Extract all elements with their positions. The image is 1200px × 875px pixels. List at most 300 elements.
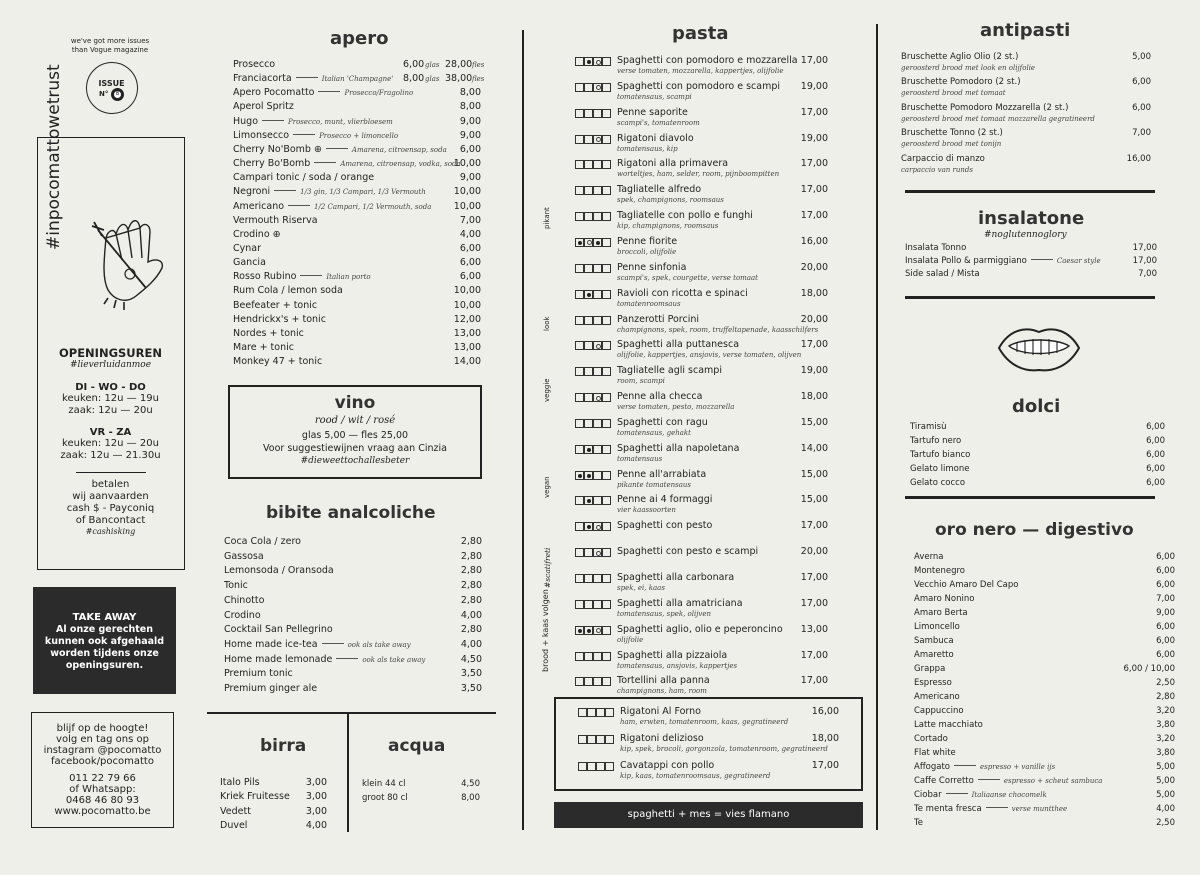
diet-marker-icon [593,445,602,454]
item-desc: 1/2 Campari, 1/2 Vermouth, soda [314,202,432,211]
diet-marker-icon [584,186,593,195]
item-name: Limoncello [914,622,960,632]
dash-separator [336,658,358,659]
pasta-name: Penne alla checca [617,391,703,403]
vino-box [228,385,482,479]
forno-price: 18,00 [811,733,839,744]
diet-marker-icon [602,652,611,661]
diet-marker-icon [593,83,602,92]
menu-item [910,436,961,446]
item-price: 9,00 [459,129,481,141]
item-desc: espresso + scheut sambuca [1003,777,1103,785]
diet-markers [575,548,611,557]
item-price: 2,80 [460,565,482,577]
item-name: Hendrickx's + tonic [233,313,326,325]
pasta-desc: tomatensaus, gehakt [617,428,691,437]
bottle-price: 28,00 [445,59,473,70]
item-price: 2,80 [460,624,482,636]
item-price: 2,80 [460,594,482,606]
takeaway-box [33,587,176,694]
item-name: Te menta fresca [914,804,982,814]
column-divider [522,30,524,830]
menu-item [914,650,954,660]
diet-marker-icon [575,600,584,609]
item-price: 5,00 [1156,790,1175,800]
menu-item [914,636,954,646]
menu-item [220,820,247,831]
menu-item [233,356,322,367]
item-price: 2,80 [460,580,482,592]
item-desc: Prosecco + limoncello [319,131,399,140]
item-price: 17,00 [1132,243,1157,253]
issue-word: ISSUE [98,79,125,88]
glass-unit: glas [425,61,440,69]
item-name: Tiramisù [910,422,947,432]
pasta-name: Spaghetti alla amatriciana [617,597,743,609]
menu-item [233,144,447,155]
divider [76,472,146,473]
contact-line: instagram @pocomatto [43,745,162,756]
pasta-name: Panzerotti Porcini [617,313,700,325]
pasta-name: Spaghetti alla carbonara [617,572,735,583]
diet-marker-icon [584,445,593,454]
legend-veggie: veggie [543,378,551,402]
pay-line: betalen [91,479,130,490]
pasta-name: Penne saporite [617,106,688,118]
menu-item [233,87,413,98]
menu-item [914,608,968,618]
item-name: Aperol Spritz [233,101,294,113]
item-name: Cherry No'Bomb ⊕ [233,143,322,155]
takeaway-line: kunnen ook afgehaald [44,636,165,647]
diet-marker-icon [602,548,611,557]
pasta-name: Spaghetti con pomodoro e mozzarella [617,55,798,66]
pasta-desc: scampi's, spek, courgette, verse tomaat [617,273,758,282]
vino-title: vino [334,393,376,413]
menu-item [233,285,343,296]
days-2: VR - ZA [89,427,132,438]
pasta-price: 17,00 [800,572,828,583]
diet-marker-icon [584,652,593,661]
diet-marker-icon [575,574,584,583]
item-name: Italo Pils [220,777,260,788]
item-name: Gelato limone [910,463,970,474]
diet-marker-icon [596,762,605,771]
menu-item [914,580,1018,590]
pasta-price: 17,00 [800,597,828,609]
item-price: 6,00 [1156,622,1175,632]
diet-marker-icon [602,264,611,273]
item-price: 4,00 [459,228,481,240]
hours-title: OPENINGSUREN [59,346,162,360]
menu-item [233,73,393,84]
diet-marker-icon [605,708,614,717]
pasta-desc: room, scampi [617,377,665,386]
item-name: Tartufo bianco [910,449,971,460]
pasta-desc: tomatensaus, ansjovis, kappertjes [617,661,738,670]
item-name: Vecchio Amaro Del Capo [914,580,1019,590]
menu-item [233,172,374,183]
menu-item [910,464,969,474]
diet-markers [575,522,611,531]
forno-price: 17,00 [811,760,839,771]
pasta-desc: olijfolie [617,635,644,644]
menu-item [914,622,960,632]
lips-illustration-icon [995,322,1083,374]
item-name: Montenegro [914,566,966,576]
item-name: Caffe Corretto [914,776,974,786]
pasta-name: Penne fiorite [617,235,678,247]
item-price: 9,00 [459,172,481,184]
diet-marker-icon [602,212,611,221]
contact-box [31,712,174,828]
diet-marker-icon [602,600,611,609]
item-price: 6,00 [459,271,481,283]
diet-marker-icon [575,316,584,325]
diet-marker-icon [602,419,611,428]
diet-marker-icon [584,160,593,169]
pasta-price: 13,00 [800,623,828,635]
diet-marker-icon [584,419,593,428]
pasta-price: 17,00 [800,210,828,222]
item-name: Affogato [914,762,951,772]
diet-markers [578,735,614,744]
pasta-desc: tomatensaus, spek, olijven [617,609,711,618]
item-price: 3,50 [460,683,482,694]
bottle-unit: fles [472,75,485,84]
diet-marker-icon [596,708,605,717]
menu-item [224,624,333,635]
item-price: 6,00 [1156,552,1175,562]
menu-item [224,610,261,621]
diet-marker-icon [602,445,611,454]
item-price: 3,50 [460,668,482,680]
hand-illustration-icon [86,200,176,310]
pasta-price: 19,00 [800,80,828,92]
pay-hashtag: #cashisking [85,527,136,536]
diet-marker-icon [602,574,611,583]
diet-marker-icon [605,762,614,771]
dash-separator [262,120,284,121]
diet-marker-icon [593,652,602,661]
pasta-price: 14,00 [800,442,828,454]
item-desc: Italian 'Champagne' [321,75,394,84]
forno-desc: kip, kaas, tomatenroomsaus, gegratineerd [620,772,771,780]
diet-marker-icon [584,677,593,686]
diet-markers [575,419,611,428]
item-name: Hugo [233,115,259,127]
legend-bread-cheese: brood + kaas volgen [541,589,550,672]
diet-markers [575,600,611,609]
diet-marker-icon [602,238,611,247]
diet-marker-icon [593,238,602,247]
diet-marker-icon [584,393,593,402]
diet-marker-icon [602,626,611,635]
diet-marker-icon [584,264,593,273]
item-name: Home made ice-tea [224,638,318,650]
menu-item [914,664,945,674]
antipasti-title: antipasti [980,20,1071,41]
menu-item [905,269,980,279]
dash-separator [978,779,1000,780]
diet-marker-icon [596,735,605,744]
pasta-name: Tortellini alla panna [617,675,710,687]
insalatone-hashtag: #noglutennoglory [984,230,1067,240]
item-price: 12,00 [453,313,481,325]
item-name: Apero Pocomatto [233,87,315,99]
menu-item [914,804,1067,814]
diet-marker-icon [602,471,611,480]
menu-item [233,186,426,197]
item-price: 6,00 [459,242,481,254]
menu-item [233,243,261,254]
item-name: Negroni [233,186,271,198]
menu-item [233,257,266,268]
pasta-name: Spaghetti alla pizzaiola [617,649,728,661]
pasta-name: Tagliatelle agli scampi [617,365,722,377]
digestivo-title: oro nero — digestivo [935,520,1134,540]
diet-marker-icon [584,600,593,609]
item-price: 4,00 [1156,804,1175,814]
item-price: 6,00 [1156,566,1175,576]
item-price: 3,20 [1156,734,1175,744]
diet-marker-icon [593,341,602,350]
diet-marker-icon [578,735,587,744]
antipasti-desc: geroosterd brood met tomaat mozzarella gegratineerd [901,114,1095,123]
pasta-price: 20,00 [800,546,828,558]
pasta-name: Penne ai 4 formaggi [617,494,713,506]
diet-marker-icon [575,445,584,454]
hours-hashtag: #lieverluidanmoe [69,360,152,370]
item-price: 5,00 [1156,762,1175,772]
diet-marker-icon [575,548,584,557]
diet-marker-icon [593,393,602,402]
pasta-price: 17,00 [800,520,828,532]
item-price: 6,00 [1146,463,1165,474]
acqua-title: acqua [388,736,446,756]
pasta-name: Rigatoni alla primavera [617,158,729,170]
menu-item [233,215,318,226]
pasta-desc: champignons, spek, room, truffeltapenade, kaasschilfers [617,325,819,334]
item-price: 6,00 [1156,650,1175,660]
diet-marker-icon [602,290,611,299]
pasta-price: 20,00 [800,313,828,325]
item-name: Latte macchiato [914,720,983,730]
diet-marker-icon [593,264,602,273]
diet-marker-icon [575,496,584,505]
item-price: 6,00 [1156,580,1175,590]
menu-item [910,450,970,460]
diet-marker-icon [593,109,602,118]
pasta-desc: tomatensaus, scampi [617,92,692,101]
diet-marker-icon [602,57,611,66]
diet-markers [575,341,611,350]
pasta-price: 15,00 [800,416,828,428]
divider [905,496,1155,499]
item-price: 6,00 / 10,00 [1123,664,1175,674]
item-desc: verse muntthee [1011,805,1068,813]
dash-separator [954,765,976,766]
diet-marker-icon [575,186,584,195]
diet-marker-icon [584,574,593,583]
item-price: 13,00 [453,342,481,353]
antipasti-desc: geroosterd brood met tonijn [901,140,1002,149]
hours-line: zaak: 12u — 21.30u [60,450,161,461]
antipasti-name: Bruschette Pomodoro (2 st.) [901,77,1021,88]
diet-marker-icon [584,548,593,557]
item-desc: Amarena, citroensap, vodka, soda [340,160,461,169]
item-price: 10,00 [453,285,481,297]
contact-line: www.pocomatto.be [54,806,151,817]
item-desc: Italian porto [326,273,371,282]
antipasti-desc: carpaccio van runds [901,165,973,174]
menu-item [914,818,923,828]
menu-item [224,639,411,650]
item-price: 7,00 [1138,269,1157,279]
item-price: 4,00 [460,638,482,650]
item-price: 9,00 [1156,608,1175,618]
menu-item [233,314,326,325]
item-name: Premium ginger ale [224,683,318,694]
menu-item [910,478,965,488]
item-desc: Italiaanse chocomelk [971,791,1047,799]
diet-markers [575,652,611,661]
item-name: Amaro Berta [914,608,968,618]
diet-marker-icon [575,393,584,402]
diet-marker-icon [575,57,584,66]
item-name: Prosecco [233,59,276,70]
diet-marker-icon [575,135,584,144]
diet-marker-icon [584,471,593,480]
diet-markers [575,445,611,454]
diet-marker-icon [602,186,611,195]
item-price: 10,00 [453,186,481,198]
pasta-price: 15,00 [800,494,828,506]
menu-item [914,748,956,758]
pasta-name: Spaghetti alla napoletana [617,442,740,454]
pasta-desc: kip, champignons, roomsaus [617,222,719,231]
diet-markers [575,135,611,144]
item-price: 6,00 [1146,422,1165,432]
pasta-desc: tomatensaus, kip [617,144,678,153]
item-price: 7,00 [459,214,481,226]
diet-marker-icon [602,160,611,169]
item-name: Gelato cocco [910,477,966,488]
item-name: Cortado [914,734,948,744]
menu-item [233,229,281,240]
diet-marker-icon [593,626,602,635]
item-price: 6,00 [1146,435,1165,446]
menu-item [220,777,260,788]
diet-marker-icon [593,496,602,505]
contact-line: 0468 46 80 93 [65,795,140,806]
diet-markers [575,160,611,169]
tagline [50,37,170,55]
diet-marker-icon [584,135,593,144]
pasta-desc: tomatensaus [617,454,663,463]
forno-name: Rigatoni Al Forno [620,706,701,717]
diet-marker-icon [575,212,584,221]
diet-marker-icon [587,708,596,717]
item-price: 3,00 [305,791,327,803]
pasta-price: 19,00 [800,132,828,144]
diet-markers [575,496,611,505]
diet-marker-icon [593,160,602,169]
diet-marker-icon [593,471,602,480]
item-name: Mare + tonic [233,342,294,353]
dash-separator [300,275,322,276]
pasta-name: Penne all'arrabiata [617,468,707,480]
menu-item [224,565,334,576]
item-price: 3,00 [305,777,327,788]
item-price: 8,00 [461,793,480,804]
item-name: Americano [233,200,285,212]
item-price: 6,00 [459,143,481,155]
item-name: Averna [914,552,944,562]
diet-marker-icon [593,419,602,428]
pasta-desc: verse tomaten, pesto, mozzarella [617,403,735,412]
diet-marker-icon [575,238,584,247]
diet-markers [575,574,611,583]
pasta-price: 18,00 [800,391,828,403]
item-name: Flat white [914,748,956,758]
diet-markers [575,471,611,480]
item-price: 3,80 [1156,748,1175,758]
pasta-desc: worteltjes, ham, selder, room, pijnboompitten [617,170,780,179]
antipasti-price: 7,00 [1132,128,1151,139]
item-name: Gassosa [224,550,264,562]
legend-hashtag: #scatifreti [543,547,552,588]
dash-separator [322,643,344,644]
days-1: DI - WO - DO [75,382,146,393]
diet-marker-icon [575,522,584,531]
menu-item [914,790,1047,800]
dash-separator [274,190,296,191]
item-desc: Prosecco/Fragolino [344,89,414,98]
diet-marker-icon [593,600,602,609]
diet-marker-icon [593,548,602,557]
pasta-name: Spaghetti con ragu [617,416,708,428]
antipasti-name: Carpaccio di manzo [901,153,985,164]
menu-item [233,101,294,112]
item-name: Coca Cola / zero [224,536,301,547]
antipasti-price: 6,00 [1132,102,1151,113]
pay-line: wij aanvaarden [72,491,149,502]
item-price: 14,00 [453,356,481,368]
item-price: 3,20 [1156,706,1175,716]
pasta-title: pasta [672,23,729,44]
takeaway-line: Al onze gerechten [56,624,153,635]
item-price: 2,50 [1156,678,1175,688]
diet-marker-icon [593,212,602,221]
tagline-line: than Vogue magazine [71,46,149,54]
forno-desc: ham, erwten, tomatenroom, kaas, gegratineerd [620,718,789,726]
tagline-line: we've got more issues [70,37,150,45]
menu-item [224,668,293,679]
hours-line: keuken: 12u — 20u [62,438,159,449]
diet-marker-icon [578,762,587,771]
apero-title: apero [330,28,389,49]
contact-line: volg en tag ons op [56,734,149,745]
item-name: Amaretto [914,650,954,660]
item-price: 13,00 [453,327,481,339]
vino-suggest-line: Voor suggestiewijnen vraag aan Cinzia [263,443,447,454]
pasta-desc: champignons, ham, room [617,687,707,696]
menu-item [914,762,1055,772]
eight-ball-icon: 8 [111,88,124,101]
insalatone-title: insalatone [978,208,1085,229]
pasta-price: 15,00 [800,468,828,480]
